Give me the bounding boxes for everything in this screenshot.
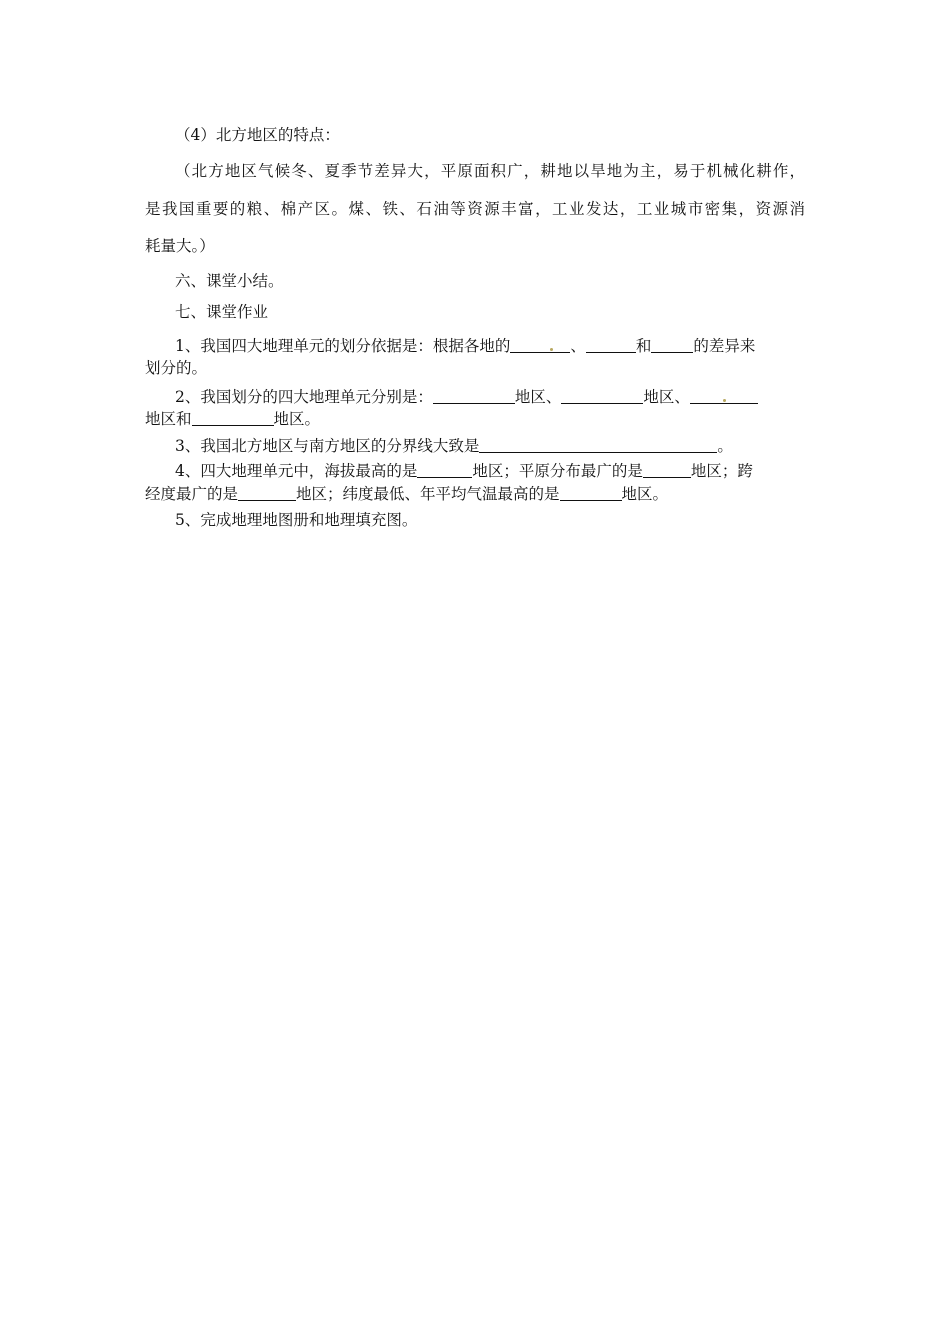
question-5: 5、完成地理地图册和地理填充图。 [175, 511, 418, 529]
q1-blank-1[interactable] [510, 337, 570, 353]
question-2-line-1 [175, 386, 805, 408]
q3-blank[interactable] [479, 437, 717, 453]
question-1-line-1 [175, 335, 805, 357]
question-2-line-2 [145, 408, 805, 430]
q4-blank-3[interactable] [238, 485, 296, 501]
q1-sep-1: 、 [570, 337, 586, 355]
q4-prefix: 4、四大地理单元中，海拔最高的是 [175, 462, 418, 480]
q2-blank-1[interactable] [433, 388, 515, 404]
q4-blank-1[interactable] [417, 462, 472, 478]
q4-mid-2: 地区；跨 [690, 462, 753, 480]
q4-mid-1: 地区；平原分布最广的是 [472, 462, 643, 480]
ink-speck [550, 348, 553, 351]
q2-region-1: 地区、 [514, 388, 562, 406]
section-4-paragraph-line-2: 是我国重要的粮、棉产区。煤、铁、石油等资源丰富，工业发达，工业城市密集，资源消 [145, 200, 805, 218]
q1-suffix: 的差异来 [693, 337, 756, 355]
q2-region-2: 地区、 [643, 388, 690, 406]
q2-line2-b: 地区。 [273, 410, 321, 428]
q1-blank-2[interactable] [586, 337, 636, 353]
q4-line2-c: 地区。 [621, 485, 669, 503]
q3-suffix: 。 [717, 437, 733, 455]
q4-line2-a: 经度最广的是 [145, 485, 239, 503]
section-4-paragraph-line-3: 耗量大。） [145, 237, 215, 255]
question-4-line-1 [175, 460, 805, 482]
q2-blank-2[interactable] [561, 388, 643, 404]
question-4-line-2 [145, 483, 805, 505]
q2-blank-4[interactable] [192, 410, 274, 426]
question-3 [175, 435, 805, 457]
section-4-paragraph-line-1: （北方地区气候冬、夏季节差异大，平原面积广，耕地以旱地为主，易于机械化耕作， [175, 162, 805, 180]
q2-line2-a: 地区和 [145, 410, 192, 428]
question-1-line-2: 划分的。 [145, 359, 208, 377]
q2-blank-3[interactable] [690, 388, 758, 404]
q4-blank-4[interactable] [560, 485, 622, 501]
section-7-heading: 七、课堂作业 [175, 303, 269, 321]
q1-prefix: 1、我国四大地理单元的划分依据是：根据各地的 [175, 337, 511, 355]
q2-prefix: 2、我国划分的四大地理单元分别是： [175, 388, 433, 406]
q3-prefix: 3、我国北方地区与南方地区的分界线大致是 [175, 437, 480, 455]
section-4-heading: （4）北方地区的特点： [175, 126, 340, 144]
q4-blank-2[interactable] [643, 462, 691, 478]
section-6-heading: 六、课堂小结。 [175, 272, 284, 290]
ink-speck [723, 399, 726, 402]
q1-sep-2: 和 [635, 337, 652, 355]
q1-blank-3[interactable] [651, 337, 693, 353]
q4-line2-b: 地区；纬度最低、年平均气温最高的是 [296, 485, 560, 503]
